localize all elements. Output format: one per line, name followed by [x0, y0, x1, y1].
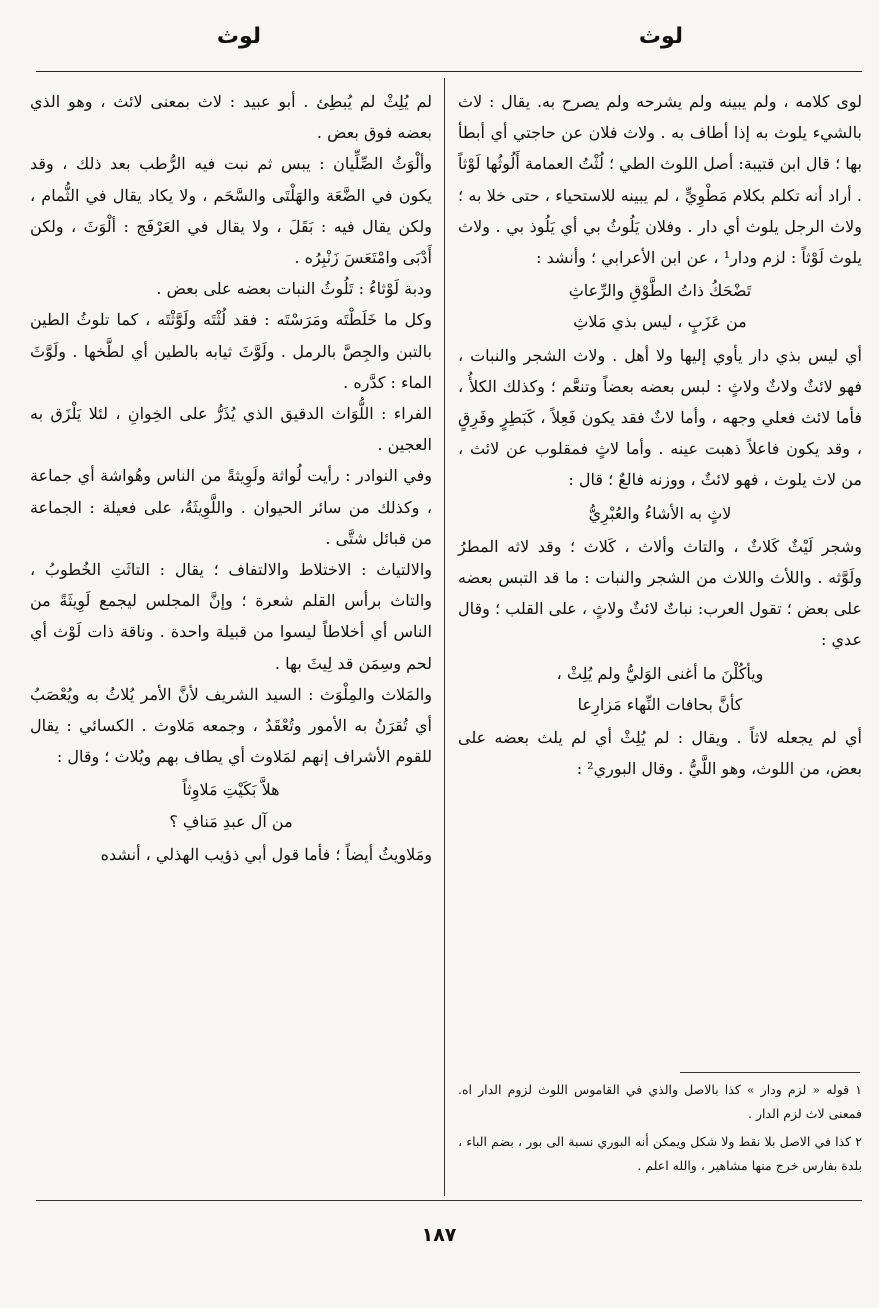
paragraph: أي لم يجعله لاثاً . ويقال : لم يُلِثْ أي لم يلث بعضه على بعض، من اللوث، وهو اللَّيُّ . وقال البوري² :: [458, 728, 862, 779]
verse: [458, 498, 862, 529]
footnote: ١ قوله « لزم ودار » كذا بالاصل والذي في القاموس اللوث لزوم الدار اه. فمعنى لاث لزم الدار .: [458, 1082, 862, 1121]
verse-line: لاثٍ به الأشاءُ والعُبْرِيُّ: [588, 503, 732, 523]
verse-line: هلاَّ بَكَيْتِ مَلاوِثاً: [182, 780, 280, 800]
paragraph: وفي النوادر : رأيت لُواثة ولَوِيثةً من الناس وهُواشة أي جماعة ، وكذلك من سائر الحيوان . واللَّوِيثَةُ، على فعيلة : الجماعة من قبائل شتَّى .: [30, 466, 432, 548]
right-column: [458, 86, 862, 784]
verse: [458, 275, 862, 337]
paragraph: ومَلاويثُ أيضاً ؛ فأما قول أبي ذؤيب الهذلي ، أنشده: [100, 844, 432, 864]
paragraph: وشجر لَيْثٌ كَلاثٌ ، والتاث وألاث ، كَلاث ؛ وقد لاثه المطرُ ولَوَّثه . واللأث واللاث من الشجر والنبات : ما قد التبس بعضه على بعض ؛ تقول العرب: نباتٌ لائثٌ ولاثٍ ، على القلب ؛ وقال عدي :: [458, 536, 863, 650]
paragraph: أي ليس بذي دار يأوي إليها ولا أهل . ولاث الشجر والنبات ، فهو لائثٌ ولاثٌ ولاثٍ : لبس بعضه بعضاً وتنعَّم ؛ وكذلك الكلأُ ، فأما لائث فعلي وجهه ، وأما لاثٌ فقد يكون فَعِلاً ، كَبَطِرٍ وفَرِقٍ ، وقد يكون فاعلاً ذهبت عينه . وأما لاثٍ فمقلوب عن لائث ، من لاث يلوث ، فهو لائثٌ ، ووزنه فالعٌ ؛ قال :: [458, 345, 862, 490]
verse: [458, 658, 862, 720]
verse-line: من آل عبدِ مَنافِ ؟: [169, 811, 293, 831]
footnote-rule: [680, 1072, 860, 1073]
paragraph: ودبة لَوْثاءُ : تَلُوثُ النبات بعضه على بعض .: [156, 279, 432, 299]
verse: [30, 774, 432, 836]
footnote: ٢ كذا في الاصل بلا نقط ولا شكل ويمكن أنه البوري نسبة الى بور ، بضم الباء ، بلدة بفارس خرج منها مشاهير ، والله اعلم .: [458, 1134, 862, 1173]
header-left-word: لوث: [216, 24, 262, 49]
verse-line: تَضْحَكُ ذاتُ الطَّوْقِ والرِّعاثِ: [568, 281, 752, 301]
paragraph: الفراء : اللُّوَاث الدقيق الذي يُذَرُّ على الخِوانِ ، لئلا يَلْزَق به العجين .: [30, 404, 432, 455]
bottom-rule: [36, 1200, 862, 1201]
paragraph: وكل ما خَلَطْتَه ومَرَسْتَه : فقد لُثْتَه ولَوَّثْتَه ، كما تلوثُ الطين بالتبن والجِصَّ بالرمل . ولَوَّثَ ثيابه بالطين أي لطَّخها . ولَوَّثَ الماء : كدَّره .: [30, 310, 432, 392]
paragraph: لوى كلامه ، ولم يبينه ولم يشرحه ولم يصرح به. يقال : لاث بالشيء يلوث به إذا أطاف به . ولاث فلان عن حاجتي أي أبطأ بها ؛ قال ابن قتيبة: أصل اللوث الطي ؛ لُثْتُ العمامة أَلُوثُها لَوْثاً . أراد أنه تكلم بكلام مَطْوِيٍّ ، لم يبينه للاستحياء ، حتى خلا به ؛ ولاث الرجل يلوث أي دار . وفلان يَلُوثُ بي أي يَلُوذ بي . ولاث يلوث لَوْثاً : لزم ودار¹ ، عن ابن الأعرابي ؛ وأنشد :: [458, 92, 862, 268]
left-column: [30, 86, 432, 870]
paragraph: وألْوَثُ الصِّلِّيان : يبس ثم نبت فيه الرُّطب بعد ذلك ، وقد يكون في الضَّعَة والهَلْتَى والسَّحَم ، ولا يكاد يقال في الثُّمام ، ولكن يقال فيه : بَقَلَ ، ولا يقال في العَرْفَج : ألْوَثَ ، ولكن أَدْبَى وامْتَعَسَ زَنْبِرُه .: [30, 154, 432, 268]
footnotes: [458, 1078, 862, 1182]
column-divider: [444, 78, 445, 1196]
verse-line: كأنَّ بحافات النِّهاء مَزارِعا: [577, 694, 743, 714]
paragraph: والالتياث : الاختلاط والالتفاف ؛ يقال : التاثَتِ الخُطوبُ ، والتاث برأس القلم شعرة ؛ وإنَّ المجلس ليجمع لَوِيثَةً من الناس أي أخلاطاً ليسوا من قبيلة واحدة . وناقة ذات لَوْث أي لحم وسِمَن قد لِيثَ بها .: [30, 560, 432, 673]
top-rule: [36, 71, 862, 72]
paragraph: والمَلاث والمِلْوَث : السيد الشريف لأنَّ الأمر يُلاثُ به ويُعْصَبُ أي تُقرَنُ به الأمور وتُعْقَدُ ، وجمعه مَلاوث . الكسائي : يقال للقوم الأشراف إنهم لمَلاوث أي يطاف بهم ويُلاث ؛ وقال :: [30, 684, 432, 767]
paragraph: لم يُلِثْ لم يُبطِئ . أبو عبيد : لاث بمعنى لائث ، وهو الذي بعضه فوق بعض .: [30, 92, 432, 143]
verse-line: من عَزَبٍ ، ليس بذي مَلاثِ: [573, 312, 747, 332]
page-number: ١٨٧: [421, 1224, 457, 1246]
verse-line: ويأكُلْنَ ما أغنى الوَليُّ ولم يُلِثْ ،: [556, 663, 764, 683]
header-right-word: لوث: [638, 24, 684, 49]
